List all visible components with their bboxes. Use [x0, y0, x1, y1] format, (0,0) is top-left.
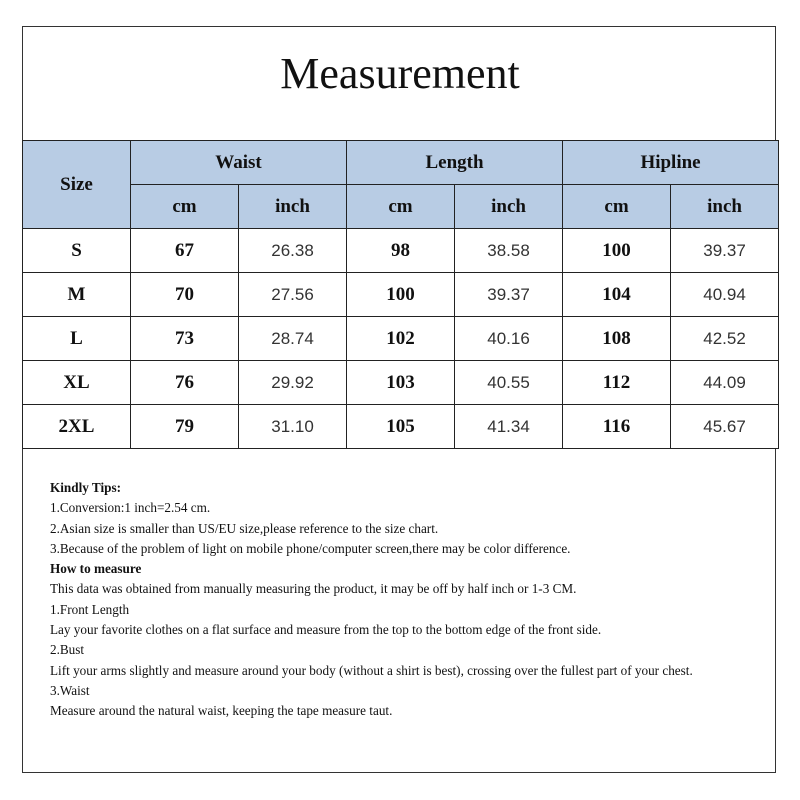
unit-header: inch [671, 185, 779, 229]
size-chart-table [22, 140, 779, 449]
length-inch-cell: 40.16 [455, 317, 563, 361]
unit-header: inch [455, 185, 563, 229]
table-row [23, 405, 779, 449]
tip-line: 3.Because of the problem of light on mobile phone/computer screen,there may be color difference. [50, 540, 571, 556]
hipline-cm-cell: 116 [563, 405, 671, 449]
hipline-cm-cell: 112 [563, 361, 671, 405]
tip-line: 1.Conversion:1 inch=2.54 cm. [50, 500, 211, 516]
how-line: 2.Bust [50, 642, 85, 658]
how-line: Measure around the natural waist, keeping the tape measure taut. [50, 703, 393, 719]
unit-header: cm [347, 185, 455, 229]
waist-cm-cell: 70 [131, 273, 239, 317]
length-cm-cell: 103 [347, 361, 455, 405]
how-line: 1.Front Length [50, 601, 130, 617]
length-cm-cell: 98 [347, 229, 455, 273]
size-cell: L [23, 317, 131, 361]
how-line: Lay your favorite clothes on a flat surface and measure from the top to the bottom edge of the front side. [50, 622, 602, 638]
hipline-cm-cell: 108 [563, 317, 671, 361]
length-inch-cell: 41.34 [455, 405, 563, 449]
how-line: Lift your arms slightly and measure around your body (without a shirt is best), crossing over the fullest part of your chest. [50, 662, 693, 678]
table-row [23, 317, 779, 361]
size-cell: 2XL [23, 405, 131, 449]
hipline-header: Hipline [563, 141, 779, 185]
waist-inch-cell: 26.38 [239, 229, 347, 273]
table-row [23, 273, 779, 317]
unit-header: cm [131, 185, 239, 229]
waist-inch-cell: 27.56 [239, 273, 347, 317]
table-row [23, 361, 779, 405]
waist-cm-cell: 76 [131, 361, 239, 405]
unit-header: cm [563, 185, 671, 229]
length-cm-cell: 100 [347, 273, 455, 317]
length-cm-cell: 105 [347, 405, 455, 449]
hipline-cm-cell: 100 [563, 229, 671, 273]
waist-header: Waist [131, 141, 347, 185]
hipline-inch-cell: 44.09 [671, 361, 779, 405]
tip-line: 2.Asian size is smaller than US/EU size,please reference to the size chart. [50, 520, 439, 536]
how-line: This data was obtained from manually measuring the product, it may be off by half inch or 1-3 CM. [50, 581, 577, 597]
how-line: 3.Waist [50, 682, 90, 698]
page-title: Measurement [280, 49, 520, 98]
tips-section [50, 478, 770, 722]
waist-inch-cell: 29.92 [239, 361, 347, 405]
table-row [23, 229, 779, 273]
tips-heading: Kindly Tips: [50, 480, 121, 495]
waist-cm-cell: 79 [131, 405, 239, 449]
hipline-inch-cell: 45.67 [671, 405, 779, 449]
length-inch-cell: 40.55 [455, 361, 563, 405]
waist-inch-cell: 28.74 [239, 317, 347, 361]
length-inch-cell: 39.37 [455, 273, 563, 317]
length-header: Length [347, 141, 563, 185]
waist-cm-cell: 73 [131, 317, 239, 361]
hipline-cm-cell: 104 [563, 273, 671, 317]
how-to-measure-heading: How to measure [50, 561, 142, 577]
size-cell: XL [23, 361, 131, 405]
size-cell: S [23, 229, 131, 273]
hipline-inch-cell: 40.94 [671, 273, 779, 317]
hipline-inch-cell: 39.37 [671, 229, 779, 273]
length-inch-cell: 38.58 [455, 229, 563, 273]
hipline-inch-cell: 42.52 [671, 317, 779, 361]
unit-header: inch [239, 185, 347, 229]
size-cell: M [23, 273, 131, 317]
waist-cm-cell: 67 [131, 229, 239, 273]
size-header: Size [23, 141, 131, 229]
length-cm-cell: 102 [347, 317, 455, 361]
waist-inch-cell: 31.10 [239, 405, 347, 449]
